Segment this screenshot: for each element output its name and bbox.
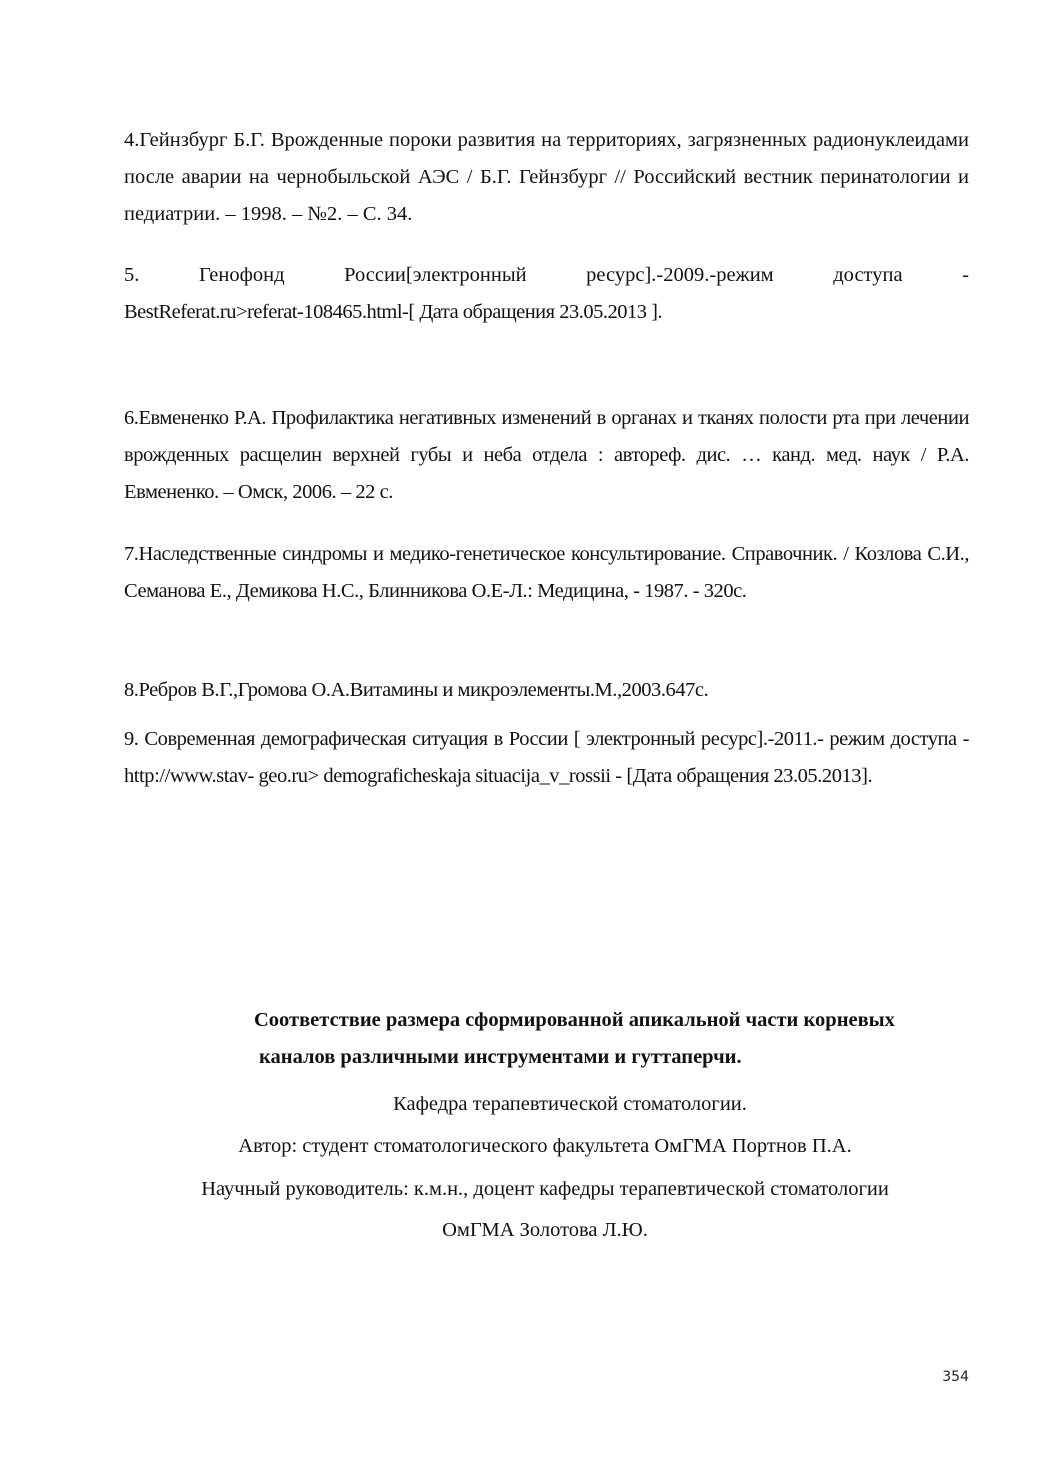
article-title-line-2: каналов различными инструментами и гуттаперчи. bbox=[259, 1046, 742, 1068]
reference-9: 9. Современная демографическая ситуация в России [ электронный ресурс].-2011.- режим доступа - http://www.stav- geo.ru> demograficheskaja situacija_v_rossii - [Дата обращения 23.05.2013]. bbox=[124, 728, 969, 787]
reference-5-word: доступа bbox=[833, 264, 903, 286]
reference-8: 8.Ребров В.Г.,Громова О.А.Витамины и микроэлементы.М.,2003.647с. bbox=[124, 679, 709, 701]
reference-5-number: 5. bbox=[124, 264, 140, 286]
reference-4: 4.Гейнзбург Б.Г. Врожденные пороки развития на территориях, загрязненных радионуклеидами после аварии на чернобыльской АЭС / Б.Г. Гейнзбург // Российский вестник перинатологии и педиатрии. – 1998. – №2. – С. 34. bbox=[124, 129, 969, 225]
reference-7: 7.Наследственные синдромы и медико-генетическое консультирование. Справочник. / Козлова С.И., Семанова Е., Демикова Н.С., Блинникова О.Е-Л.: Медицина, - 1987. - 320с. bbox=[124, 543, 969, 602]
article-title bbox=[124, 1002, 969, 1076]
reference-5-line-1 bbox=[124, 257, 969, 294]
reference-5-word: ресурс].-2009.-режим bbox=[586, 264, 774, 286]
reference-5-word: России[электронный bbox=[344, 264, 527, 286]
reference-5 bbox=[124, 257, 969, 331]
reference-5-line-2: BestReferat.ru>referat-108465.html-[ Дата обращения 23.05.2013 ]. bbox=[124, 301, 663, 323]
article-title-line-1: Соответствие размера сформированной апикальной части корневых bbox=[254, 1009, 895, 1031]
department-line: Кафедра терапевтической стоматологии. bbox=[393, 1093, 747, 1115]
reference-5-dash: - bbox=[962, 264, 969, 286]
supervisor-line-2: ОмГМА Золотова Л.Ю. bbox=[442, 1219, 648, 1241]
page-number: 354 bbox=[942, 1369, 969, 1385]
reference-6: 6.Евмененко Р.А. Профилактика негативных изменений в органах и тканях полости рта при лечении врожденных расщелин верхней губы и неба отдела : автореф. дис. … канд. мед. наук / Р.А. Евмененко. – Омск, 2006. – 22 с. bbox=[124, 407, 969, 503]
supervisor-line-1: Научный руководитель: к.м.н., доцент кафедры терапевтической стоматологии bbox=[201, 1178, 889, 1200]
reference-5-word: Генофонд bbox=[198, 264, 285, 286]
author-line: Автор: студент стоматологического факультета ОмГМА Портнов П.А. bbox=[238, 1135, 852, 1157]
